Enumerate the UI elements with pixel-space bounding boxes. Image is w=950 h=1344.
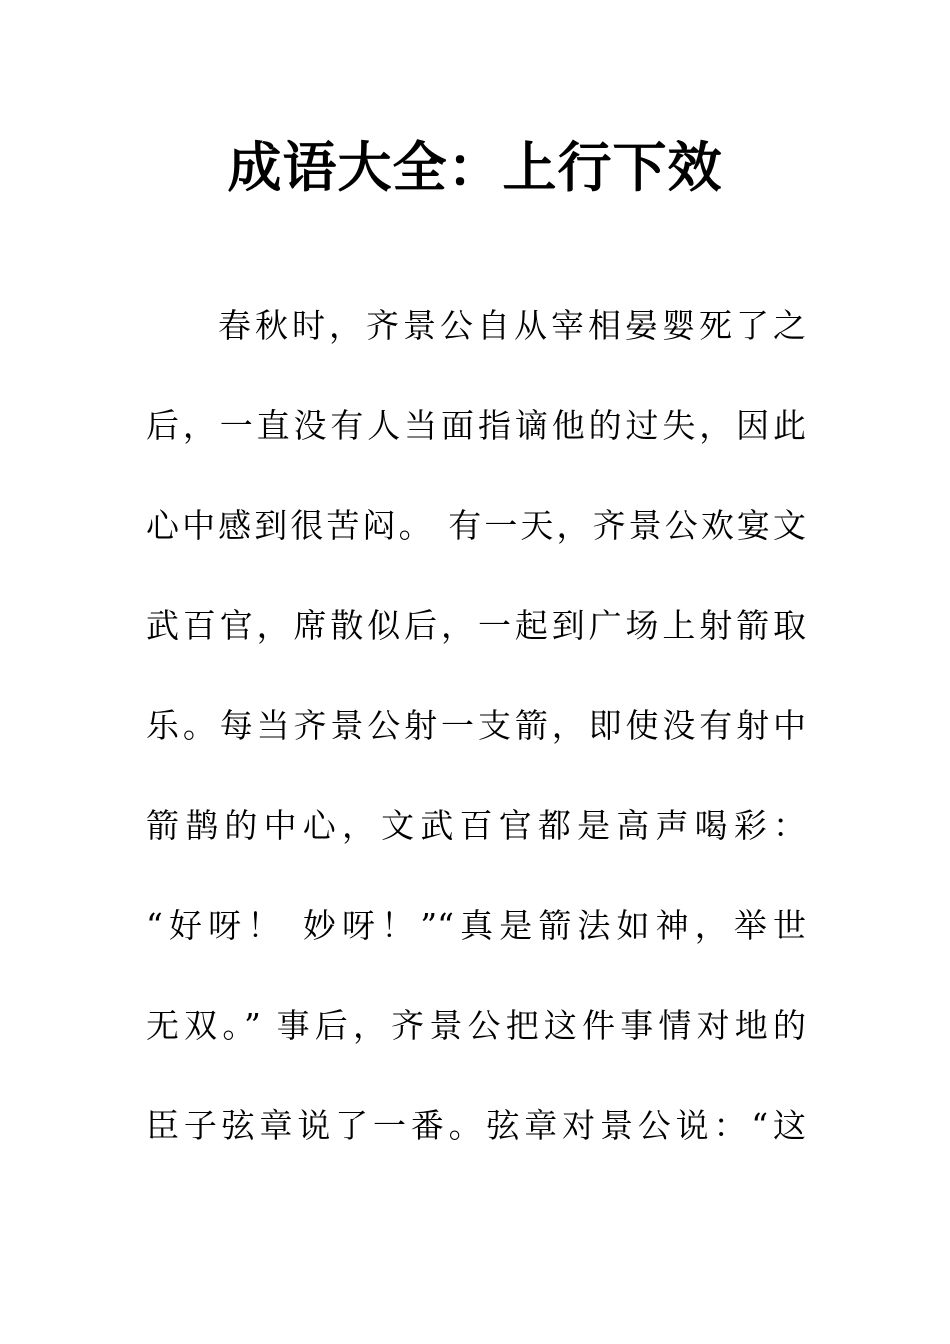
paragraph-line: 乐。每当齐景公射一支箭，即使没有射中 — [146, 706, 806, 745]
paragraph-line: 无双。” 事后，齐景公把这件事情对地的 — [146, 1006, 806, 1045]
paragraph-line: “好呀！ 妙呀！”“真是箭法如神，举世 — [146, 906, 806, 945]
paragraph-line: 春秋时，齐景公自从宰相晏婴死了之 — [218, 306, 806, 345]
paragraph-line: 臣子弦章说了一番。弦章对景公说：“这 — [146, 1106, 806, 1145]
paragraph-line: 后，一直没有人当面指谪他的过失，因此 — [146, 406, 806, 445]
paragraph-line: 心中感到很苦闷。 有一天，齐景公欢宴文 — [146, 506, 806, 545]
document-title: 成语大全：上行下效 — [227, 136, 723, 199]
paragraph-line: 箭鹊的中心，文武百官都是高声喝彩： — [146, 806, 806, 845]
paragraph-line: 武百官，席散似后，一起到广场上射箭取 — [146, 606, 806, 645]
